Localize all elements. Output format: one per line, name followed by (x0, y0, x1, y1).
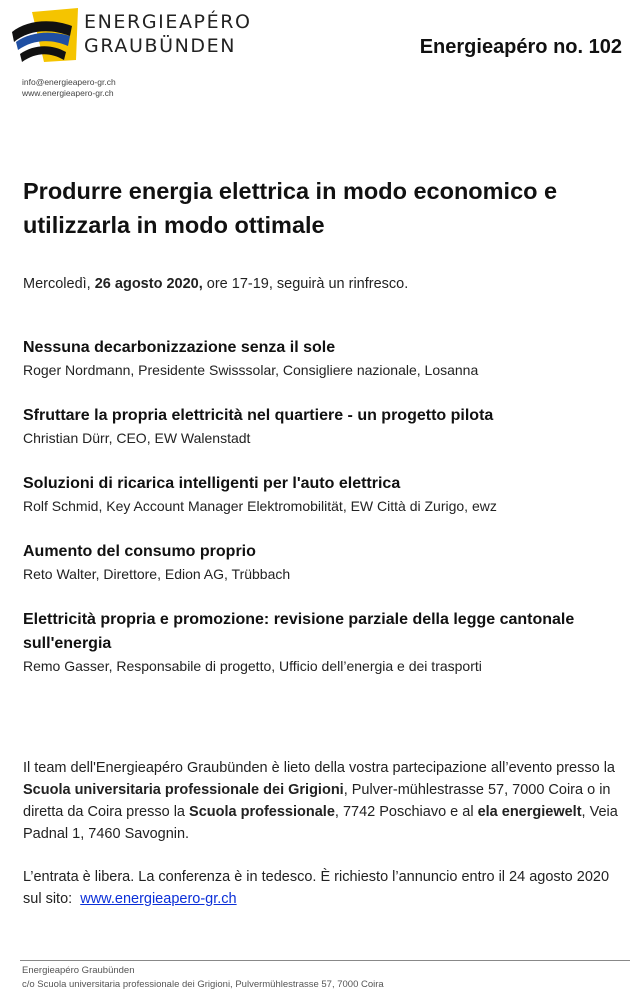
page-title: Produrre energia elettrica in modo economico e utilizzarla in modo ottimale (23, 178, 558, 238)
event-date: 26 agosto 2020, (94, 276, 203, 292)
contact-website[interactable]: www.energieapero-gr.ch (22, 88, 114, 98)
footer-divider (20, 960, 630, 961)
energieapero-logo (10, 6, 80, 68)
registration-text: L’entrata è libera. La conferenza è in tedesco. È richiesto l’annuncio entro il 24 agosto 2020 sul sito: (23, 868, 610, 907)
contact-email[interactable]: info@energieapero-gr.ch (22, 77, 116, 87)
brand-line-2: GRAUBÜNDEN (84, 35, 237, 57)
registration-link[interactable]: www.energieapero-gr.ch (80, 890, 237, 907)
venue-school-name: Scuola universitaria professionale dei Grigioni (23, 781, 344, 798)
footer (22, 964, 384, 992)
event-time: ore 17-19, seguirà un rinfresco. (206, 276, 409, 292)
venue-text-3: , 7742 Poschiavo e al (334, 803, 478, 820)
talk-title: Aumento del consumo proprio (23, 543, 256, 560)
event-day: Mercoledì, (23, 276, 91, 292)
talk-item (23, 608, 623, 676)
contact-info (22, 77, 116, 99)
talk-title: Sfruttare la propria elettricità nel quartiere - un progetto pilota (23, 407, 494, 424)
talk-title: Elettricità propria e promozione: revisione parziale della legge cantonale sull'energia (23, 611, 575, 652)
venue-energiewelt: ela energiewelt (477, 803, 582, 820)
talk-item (23, 404, 623, 448)
brand-line-1: ENERGIEAPÉRO (84, 11, 252, 33)
talk-speaker: Reto Walter, Direttore, Edion AG, Trübbach (23, 566, 291, 582)
registration-paragraph (23, 866, 623, 910)
footer-line-1: Energieapéro Graubünden (22, 965, 135, 976)
talk-speaker: Christian Dürr, CEO, EW Walenstadt (23, 430, 251, 446)
talk-item (23, 540, 623, 584)
brand-name (84, 10, 252, 58)
talk-item (23, 472, 623, 516)
talk-speaker: Roger Nordmann, Presidente Swisssolar, Consigliere nazionale, Losanna (23, 362, 479, 378)
talk-title: Soluzioni di ricarica intelligenti per l'auto elettrica (23, 475, 401, 492)
issue-number: Energieapéro no. 102 (419, 36, 622, 58)
talk-title: Nessuna decarbonizzazione senza il sole (23, 339, 336, 356)
venue-professional-school: Scuola professionale (189, 803, 335, 820)
venue-paragraph (23, 757, 623, 845)
event-dateline (23, 276, 408, 292)
venue-text-1: Il team dell'Energieapéro Graubünden è lieto della vostra partecipazione all’evento presso la (23, 759, 615, 776)
talk-speaker: Rolf Schmid, Key Account Manager Elektromobilität, EW Città di Zurigo, ewz (23, 498, 497, 514)
venue-text-4: , Veia Padnal 1, 7460 Savognin. (23, 803, 618, 842)
talk-item (23, 336, 623, 380)
venue-text-2: , Pulver-mühlestrasse 57, 7000 Coira o in diretta da Coira presso la (23, 781, 611, 820)
footer-line-2: c/o Scuola universitaria professionale dei Grigioni, Pulvermühlestrasse 57, 7000 Coira (22, 979, 384, 990)
talk-list (23, 336, 623, 700)
talk-speaker: Remo Gasser, Responsabile di progetto, Ufficio dell’energia e dei trasporti (23, 658, 482, 674)
